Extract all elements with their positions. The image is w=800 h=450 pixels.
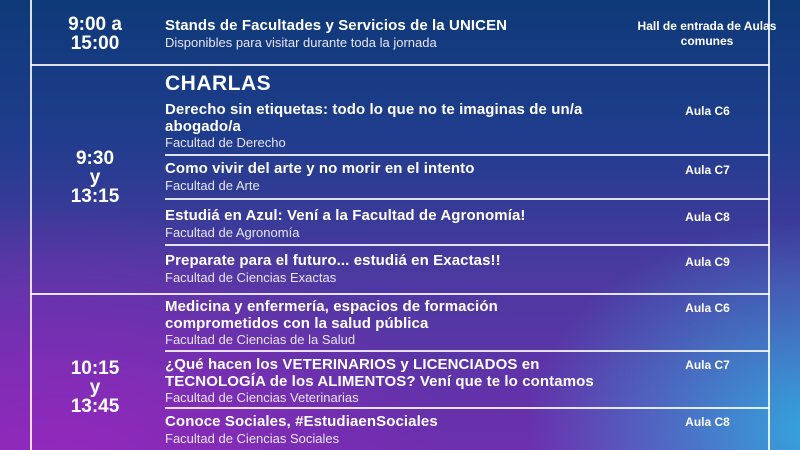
time-text: 9:00 a 15:00 [68,14,122,54]
talk-title: Medicina y enfermería, espacios de formación comprometidos con la salud pública [165,298,498,332]
talk-divider [165,198,770,200]
talk-room: Aula C9 [685,255,730,269]
time-slot [30,149,160,206]
talk-faculty: Facultad de Ciencias Exactas [165,270,337,285]
talk-title: Conoce Sociales, #EstudiaenSociales [165,413,438,430]
talk-faculty: Facultad de Agronomía [165,225,300,240]
talk-divider [165,407,770,409]
section-heading: CHARLAS [165,72,272,95]
row-divider [30,293,770,295]
table-right-border [768,0,770,450]
talk-faculty: Facultad de Derecho [165,135,286,150]
talk-divider [165,244,770,246]
time-slot [30,15,160,53]
event-location: Hall de entrada de Aulas comunes [637,19,777,48]
time-end: 13:15 [70,186,120,207]
talk-room: Aula C8 [685,415,730,429]
time-end: 13:45 [70,396,120,417]
talk-faculty: Facultad de Ciencias de la Salud [165,332,356,347]
row-divider [30,64,770,66]
event-title: Stands de Facultades y Servicios de la UNICEN [165,17,508,34]
talk-room: Aula C6 [685,301,730,315]
time-slot [30,359,160,416]
talk-title: Estudiá en Azul: Vení a la Facultad de Agronomía! [165,207,526,224]
time-connector: y [89,377,101,398]
talk-divider [165,350,770,352]
talk-room: Aula C8 [685,210,730,224]
talk-title: Como vivir del arte y no morir en el intento [165,160,475,177]
time-connector: y [89,167,101,188]
event-subtitle: Disponibles para visitar durante toda la jornada [165,35,437,50]
talk-room: Aula C7 [685,358,730,372]
time-start: 9:30 [75,148,115,169]
talk-title: Preparate para el futuro... estudiá en Exactas!! [165,252,501,269]
talk-room: Aula C7 [685,163,730,177]
talk-faculty: Facultad de Ciencias Sociales [165,431,340,446]
talk-faculty: Facultad de Ciencias Veterinarias [165,390,359,405]
talk-title: Derecho sin etiquetas: todo lo que no te imaginas de un/a abogado/a [165,101,583,135]
talk-room: Aula C6 [685,104,730,118]
talk-faculty: Facultad de Arte [165,178,260,193]
talk-title: ¿Qué hacen los VETERINARIOS y LICENCIADOS en TECNOLOGÍA de los ALIMENTOS? Vení que te lo contamos [165,356,594,390]
time-start: 10:15 [70,358,120,379]
talk-divider [165,154,770,156]
